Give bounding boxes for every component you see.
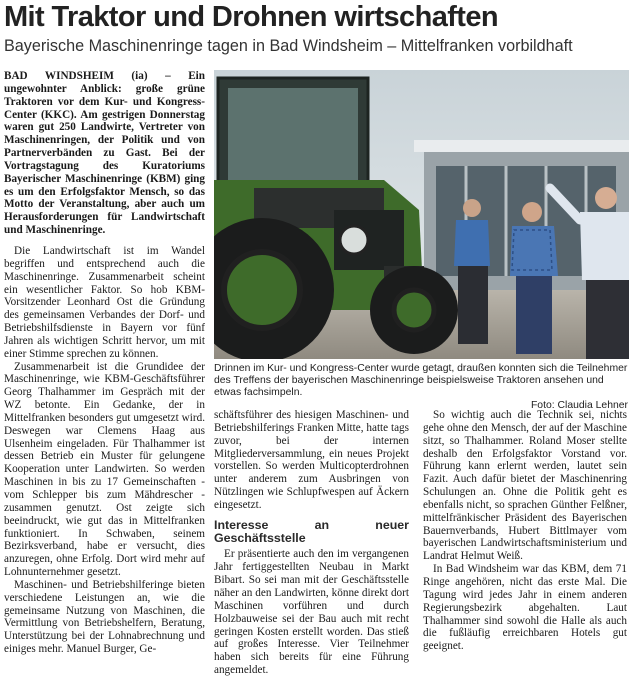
- body-paragraph: Er präsentierte auch den im vergangenen Jahr fertiggestellten Neubau in Markt Bibart. So sei man mit der Geschäftsstelle näher an den Landwirten, könne direkt dort Maschinen vorführen und durch Holzbauweise sei der Bau auch mit recht geringen Kosten erstellt worden. Das stieß auf großes Interesse. Vier Teilnehmer haben sich bereits für eine Führung angemeldet.: [214, 548, 409, 677]
- article-column-3: [423, 409, 627, 653]
- body-paragraph: schäftsführer des hiesigen Maschinen- und Betriebshilferings Franken Mitte, hatte tags zuvor, bei der internen Mitgliederversammlung, ein neues Projekt vorstellen. So werden Multicopterdrohnen unter anderem zum Ausbringen von Nützlingen wie Schlupfwespen auf Äckern eingesetzt.: [214, 409, 409, 511]
- subheadline: Bayerische Maschinenringe tagen in Bad Windsheim – Mittelfranken vorbildhaft: [4, 37, 573, 55]
- caption-text: Drinnen im Kur- und Kongress-Center wurde getagt, draußen konnten sich die Teilnehmer des Treffens der bayerischen Maschinenringe beispielsweise Traktoren ansehen und etwas fachsimpeln.: [214, 363, 628, 399]
- body-paragraph: In Bad Windsheim war das KBM, dem 71 Ringe angehören, nicht das erste Mal. Die Tagung wird jedes Jahr in einem anderen Regierungsbezirk abgehalten. Laut Thalhammer sind sowohl die Halle als auch die fußläufig erreichbaren Hotels gut geeignet.: [423, 563, 627, 653]
- section-subheading: Interesse an neuer Geschäftsstelle: [214, 517, 409, 545]
- body-paragraph: So wichtig auch die Technik sei, nichts gehe ohne den Mensch, der auf der Maschine sitzt, so Thalhammer. Roland Moser stellte deshalb den Erfolgsfaktor Vorstand vor. Führung kann erlernt werden, lautet sein Fazit. Auch dafür bietet der Maschinenring Schulungen an. Ohne die Politik geht es ebenfalls nicht, so sprachen Günther Felßner, mittelfränkischer Präsident des Bayerischen Bauernverbands, Hubert Bittlmayer vom bayerischen Landwirtschaftsministerium und Landrat Helmut Weiß.: [423, 409, 627, 563]
- body-paragraph: Maschinen- und Betriebshilferinge bieten verschiedene Leistungen an, wie die gemeinsame Nutzung von Maschinen, die Vermittlung von Betriebshelfern, Beratung, Unterstützung bei der Lohnabrechnung und einiges mehr. Manuel Burger, Ge-: [4, 578, 205, 656]
- photo-credit: Foto: Claudia Lehner: [530, 399, 628, 411]
- lead-paragraph: BAD WINDSHEIM (ia) – Ein ungewohnter Anblick: große grüne Traktoren vor dem Kur- und Kongress-Center (KKC). Am gestrigen Donnerstag waren gut 250 Landwirte, Vertreter von Maschinenringen, der Politik und von Partnerverbänden zu Gast. Bei der Vortragstagung des Kuratoriums Bayerischer Maschinenringe (KBM) ging es um den Erfolgsfaktor Mensch, so das Motto der Veranstaltung, aber auch um Herausforderungen für Landwirtschaft und Maschinenringe.: [4, 70, 205, 237]
- body-paragraph: Die Landwirtschaft ist im Wandel begriffen und entsprechend auch die Maschinenringe. Zusammenarbeit scheint ein wesentlicher Faktor. So hob KBM-Vorsitzender Leonhard Ost die Gründung des gemeinsamen Verbandes der Dorf- und Betriebshilfsdienste in Bayern vor fünf Jahren als wichtigen Schritt hervor, um mit einer Stimme sprechen zu können.: [4, 244, 205, 360]
- article-photo: [214, 70, 629, 359]
- photo-caption: [214, 363, 628, 412]
- headline: Mit Traktor und Drohnen wirtschaften: [4, 1, 498, 33]
- article-column-2: [214, 409, 409, 677]
- article-column-1: [4, 70, 205, 656]
- body-paragraph: Zusammenarbeit ist die Grundidee der Maschinenringe, wie KBM-Geschäftsführer Georg Thalhammer im Gespräch mit der WZ betonte. Ein Gedanke, der in Mittelfranken besonders gut umgesetzt wird. Deswegen war Clemens Haag aus Ulsenheim eingeladen. Für Thalhammer ist dessen Betrieb ein Muster für gelungene Kooperation unter Landwirten. So werden Maschinen in bis zu 17 Gemeinschaften - vom Schlepper bis zum Mähdrescher - zusammen genutzt. Ost zeigte sich beeindruckt, wie gut das in Mittelfranken funktioniert. In Schwaben, seinem Bezirksverband, habe er versucht, dies anzuregen, ohne Erfolg. Dort wird mehr auf Lohnunternehmer gesetzt.: [4, 360, 205, 579]
- tractor-photo-illustration: [214, 70, 629, 359]
